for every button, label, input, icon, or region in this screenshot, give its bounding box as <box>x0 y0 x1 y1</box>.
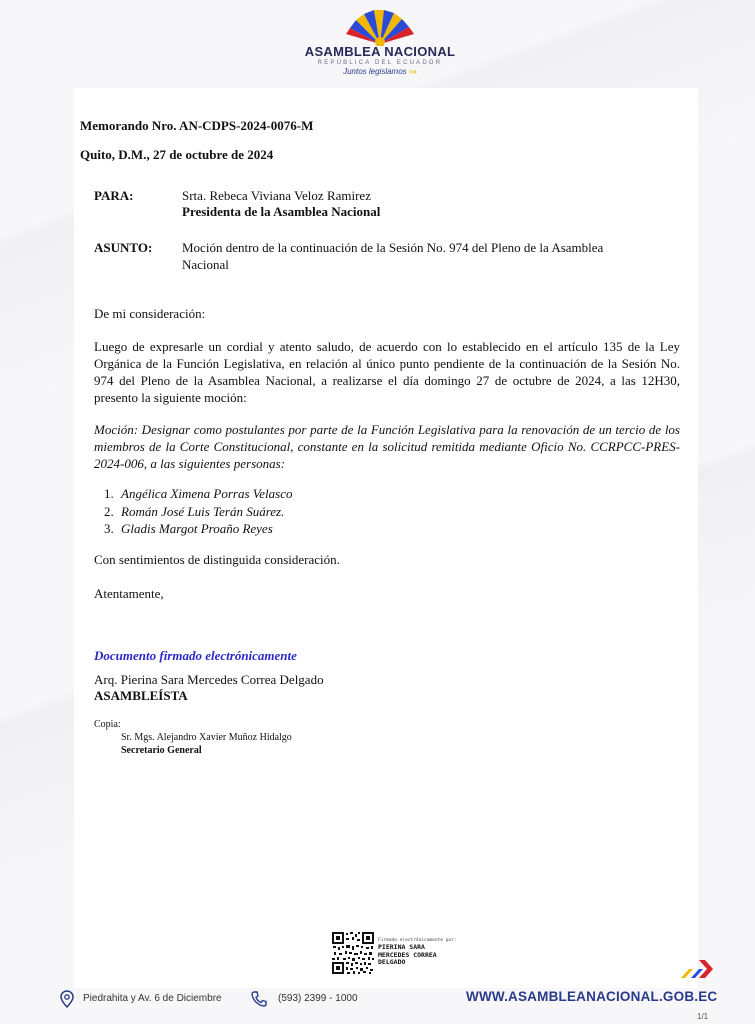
para-label: PARA: <box>94 188 134 203</box>
asunto-label: ASUNTO: <box>94 240 153 255</box>
nominee-name: Angélica Ximena Porras Velasco <box>121 486 293 501</box>
footer-phone: (593) 2399 - 1000 <box>278 993 358 1004</box>
body-paragraph: Luego de expresarle un cordial y atento saludo, de acuerdo con lo establecido en el artículo 135 de la Ley Orgánica de la Función Legislativa, en relación al único punto pendiente de la continuación de la Sesión No. 974 del Pleno de la Asamblea Nacional, a realizarse el día domingo 27 de octubre de 2024, a las 12H30, presento la siguiente moción: <box>94 339 680 405</box>
slogan-text: Juntos legislamos <box>343 67 407 76</box>
asunto-text: Moción dentro de la continuación de la Sesión No. 974 del Pleno de la Asamblea Nacional <box>182 240 604 272</box>
sign-off: Atentamente, <box>94 586 164 601</box>
list-item <box>104 485 293 503</box>
copy-recipient-title: Secretario General <box>121 745 202 756</box>
document-sheet <box>74 88 698 988</box>
org-slogan <box>300 67 460 76</box>
closing-line: Con sentimientos de distinguida consideración. <box>94 552 340 567</box>
nominee-name: Gladis Margot Proaño Reyes <box>121 521 273 536</box>
phone-icon <box>250 990 268 1008</box>
signature-qr-code <box>331 931 375 975</box>
greeting: De mi consideración: <box>94 306 206 321</box>
location-pin-icon <box>60 990 74 1008</box>
signer-role: ASAMBLEÍSTA <box>94 688 188 703</box>
nominee-name: Román José Luis Terán Suárez. <box>121 503 285 519</box>
signer-name: Arq. Pierina Sara Mercedes Correa Delgado <box>94 672 324 687</box>
list-item <box>104 520 293 538</box>
copy-label: Copia: <box>94 719 121 730</box>
org-subtitle: REPÚBLICA DEL ECUADOR <box>317 60 443 66</box>
memo-place-date: Quito, D.M., 27 de octubre de 2024 <box>80 147 274 162</box>
copy-recipient-name: Sr. Mgs. Alejandro Xavier Muñoz Hidalgo <box>121 732 292 743</box>
motion-paragraph: Moción: Designar como postulantes por parte de la Función Legislativa para la renovación de un tercio de los miembros de la Corte Constitucional, constante en la solicitud remitida mediante Oficio No. CCRPCC-PRES-2024-006, a las siguientes personas: <box>94 422 680 471</box>
signature-stamp <box>378 938 457 967</box>
list-number: 1. <box>104 486 114 501</box>
stamp-name-line: PIERINA SARA <box>378 943 425 951</box>
footer-address: Piedrahita y Av. 6 de Diciembre <box>83 993 222 1004</box>
recipient-name: Srta. Rebeca Viviana Veloz Ramirez <box>182 188 371 203</box>
list-number: 2. <box>104 503 114 519</box>
chevron-icon: ››› <box>408 67 417 76</box>
stamp-caption: Firmado electrónicamente por: <box>378 938 457 943</box>
memo-number: Memorando Nro. AN-CDPS-2024-0076-M <box>80 118 314 133</box>
brand-chevrons-icon <box>679 956 719 982</box>
recipient-title: Presidenta de la Asamblea Nacional <box>182 204 381 219</box>
asamblea-logo <box>300 6 460 86</box>
nominee-list <box>104 485 293 538</box>
list-item <box>104 503 293 521</box>
electronic-signature-note: Documento firmado electrónicamente <box>94 648 297 663</box>
page-footer <box>0 980 755 1024</box>
qr-code-icon <box>331 931 375 975</box>
footer-website-link[interactable]: WWW.ASAMBLEANACIONAL.GOB.EC <box>466 989 718 1004</box>
sunburst-emblem-icon <box>340 6 420 46</box>
stamp-name-line: MERCEDES CORREA <box>378 950 437 959</box>
list-number: 3. <box>104 521 114 536</box>
page-number: 1/1 <box>697 1012 709 1021</box>
stamp-name-line: DELGADO <box>378 958 406 966</box>
org-name: ASAMBLEA NACIONAL <box>304 44 456 59</box>
